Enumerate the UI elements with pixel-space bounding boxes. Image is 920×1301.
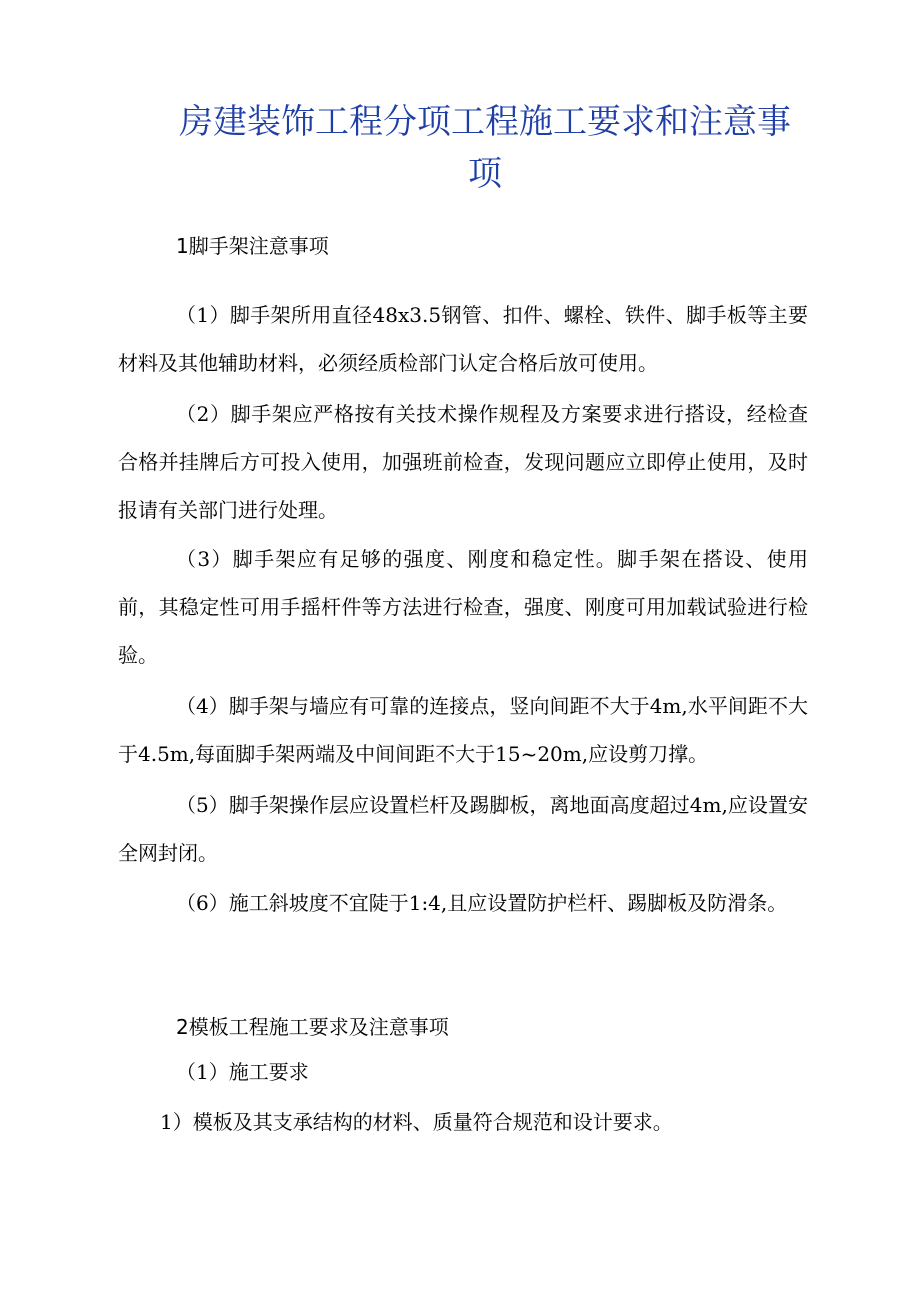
document-title <box>160 96 810 200</box>
scaffold-item-3: （3）脚手架应有足够的强度、刚度和稳定性。脚手架在搭设、使用前，其稳定性可用手摇杆件等方法进行检查，强度、刚度可用加载试验进行检验。 <box>118 547 808 667</box>
section-heading-formwork: 2模板工程施工要求及注意事项 <box>176 1015 449 1039</box>
scaffold-item-2: （2）脚手架应严格按有关技术操作规程及方案要求进行搭设，经检查合格并挂牌后方可投入使用，加强班前检查，发现问题应立即停止使用，及时报请有关部门进行处理。 <box>118 402 808 522</box>
section-heading-scaffold: 1脚手架注意事项 <box>176 234 329 258</box>
scaffold-item-6: （6）施工斜坡度不宜陡于1:4,且应设置防护栏杆、踢脚板及防滑条。 <box>176 891 788 915</box>
formwork-sub-heading: （1）施工要求 <box>176 1060 309 1084</box>
document-title-line-2: 项 <box>468 154 502 194</box>
formwork-item-1: 1）模板及其支承结构的材料、质量符合规范和设计要求。 <box>160 1110 673 1134</box>
scaffold-item-1: （1）脚手架所用直径48x3.5钢管、扣件、螺栓、铁件、脚手板等主要材料及其他辅助材料，必须经质检部门认定合格后放可使用。 <box>118 303 808 375</box>
scaffold-item-5: （5）脚手架操作层应设置栏杆及踢脚板，离地面高度超过4m,应设置安全网封闭。 <box>118 793 808 865</box>
scaffold-item-4: （4）脚手架与墙应有可靠的连接点，竖向间距不大于4m,水平间距不大于4.5m,每面脚手架两端及中间间距不大于15~20m,应设剪刀撑。 <box>118 694 808 766</box>
document-title-line-1: 房建装饰工程分项工程施工要求和注意事 <box>179 102 791 142</box>
